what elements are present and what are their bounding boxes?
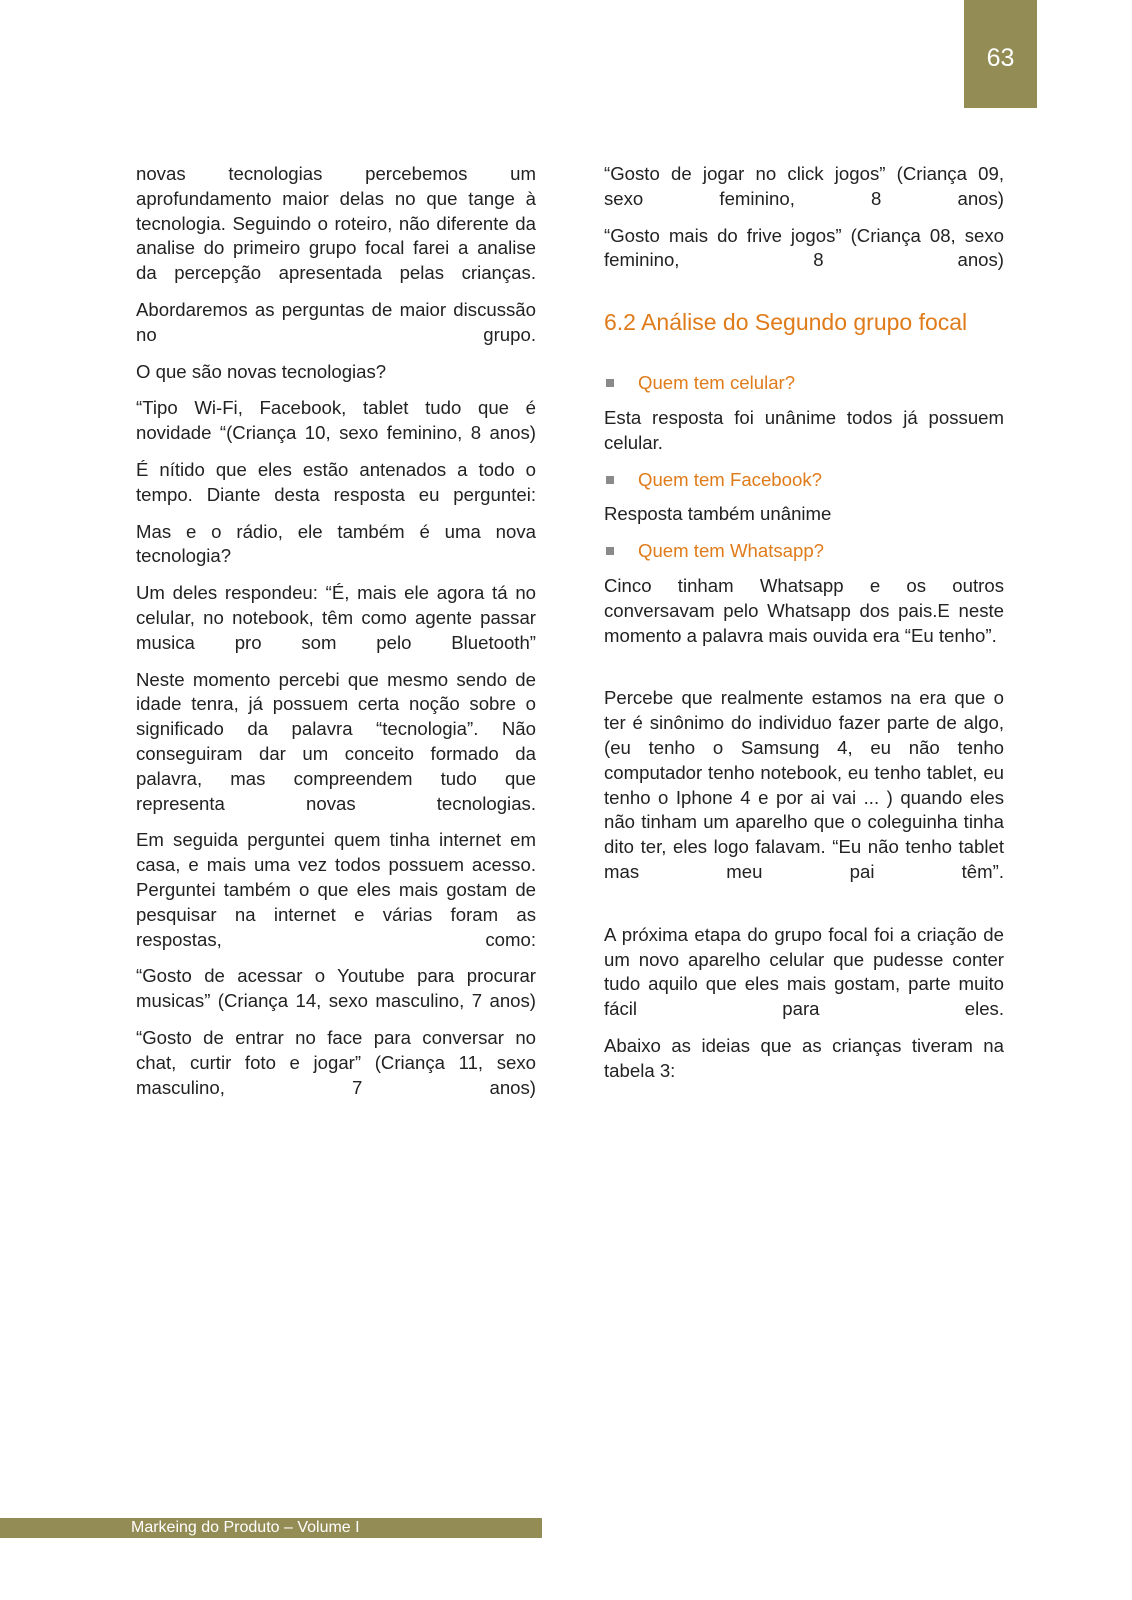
page-number: 63 — [986, 44, 1015, 72]
paragraph: É nítido que eles estão antenados a todo o tempo. Diante desta resposta eu perguntei: — [136, 458, 536, 505]
quote: “Gosto de jogar no click jogos” (Criança 09, sexo feminino, 8 anos) — [604, 163, 1004, 209]
question-item — [604, 371, 1004, 396]
left-column — [136, 162, 536, 1112]
question-text: Quem tem Whatsapp? — [638, 540, 825, 562]
paragraph: A próxima etapa do grupo focal foi a criação de um novo aparelho celular que pudesse conter tudo aquilo que eles mais gostam, parte muito fácil para eles. — [604, 923, 1004, 1020]
spacer — [604, 897, 1004, 923]
paragraph: O que são novas tecnologias? — [136, 360, 387, 382]
paragraph: Mas e o rádio, ele também é uma nova tecnologia? — [136, 520, 536, 567]
answer: Cinco tinham Whatsapp e os outros conversavam pelo Whatsapp dos pais.E neste momento a palavra mais ouvida era “Eu tenho”. — [604, 574, 1004, 646]
question-item — [604, 468, 1004, 493]
question-text: Quem tem Facebook? — [638, 468, 822, 490]
square-bullet-icon — [606, 547, 614, 555]
answer: Resposta também unânime — [604, 503, 832, 525]
paragraph: Abaixo as ideias que as crianças tiveram na tabela 3: — [604, 1034, 1004, 1081]
quote: “Tipo Wi-Fi, Facebook, tablet tudo que é novidade “(Criança 10, sexo feminino, 8 anos) — [136, 397, 536, 444]
quote: “Gosto mais do frive jogos” (Criança 08, sexo feminino, 8 anos) — [604, 224, 1004, 271]
answer: Esta resposta foi unânime todos já possuem celular. — [604, 406, 1004, 453]
quote: “Gosto de entrar no face para conversar no chat, curtir foto e jogar” (Criança 11, sexo masculino, 7 anos) — [136, 1026, 536, 1098]
footer-bar — [0, 1518, 542, 1538]
right-column — [604, 162, 1004, 1096]
paragraph: Percebe que realmente estamos na era que o ter é sinônimo do individuo fazer parte de algo, (eu tenho o Samsung 4, eu não tenho computador tenho notebook, eu tenho tablet, eu tenho o Iphone 4 e por ai vai ... ) quando eles não tinham um aparelho que o coleguinha tinha dito ter, eles logo falavam. “Eu não tenho tablet mas meu pai têm”. — [604, 687, 1004, 882]
question-item — [604, 539, 1004, 564]
section-title: 6.2 Análise do Segundo grupo focal — [604, 309, 968, 336]
page-number-tab — [964, 0, 1037, 108]
question-text: Quem tem celular? — [638, 372, 796, 394]
paragraph: novas tecnologias percebemos um aprofundamento maior delas no que tange à tecnologia. Seguindo o roteiro, não diferente da analise do primeiro grupo focal farei a analise da percepção apresentada pelas crianças. — [136, 163, 536, 284]
paragraph: Neste momento percebi que mesmo sendo de idade tenra, já possuem certa noção sobre o significado da palavra “tecnologia”. Não conseguiram dar um conceito formado da palavra, mas compreendem tudo que representa novas tecnologias. — [136, 668, 536, 814]
spacer — [604, 660, 1004, 686]
quote: Um deles respondeu: “É, mais ele agora tá no celular, no notebook, têm como agente passar musica pro som pelo Bluetooth” — [136, 582, 536, 653]
square-bullet-icon — [606, 476, 614, 484]
paragraph: Abordaremos as perguntas de maior discussão no grupo. — [136, 298, 536, 345]
quote: “Gosto de acessar o Youtube para procurar musicas” (Criança 14, sexo masculino, 7 anos) — [136, 965, 536, 1012]
square-bullet-icon — [606, 379, 614, 387]
paragraph: Em seguida perguntei quem tinha internet em casa, e mais uma vez todos possuem acesso. Perguntei também o que eles mais gostam de pesquisar na internet e várias foram as respostas, como: — [136, 829, 536, 950]
footer-title: Markeing do Produto – Volume I — [131, 1519, 360, 1536]
